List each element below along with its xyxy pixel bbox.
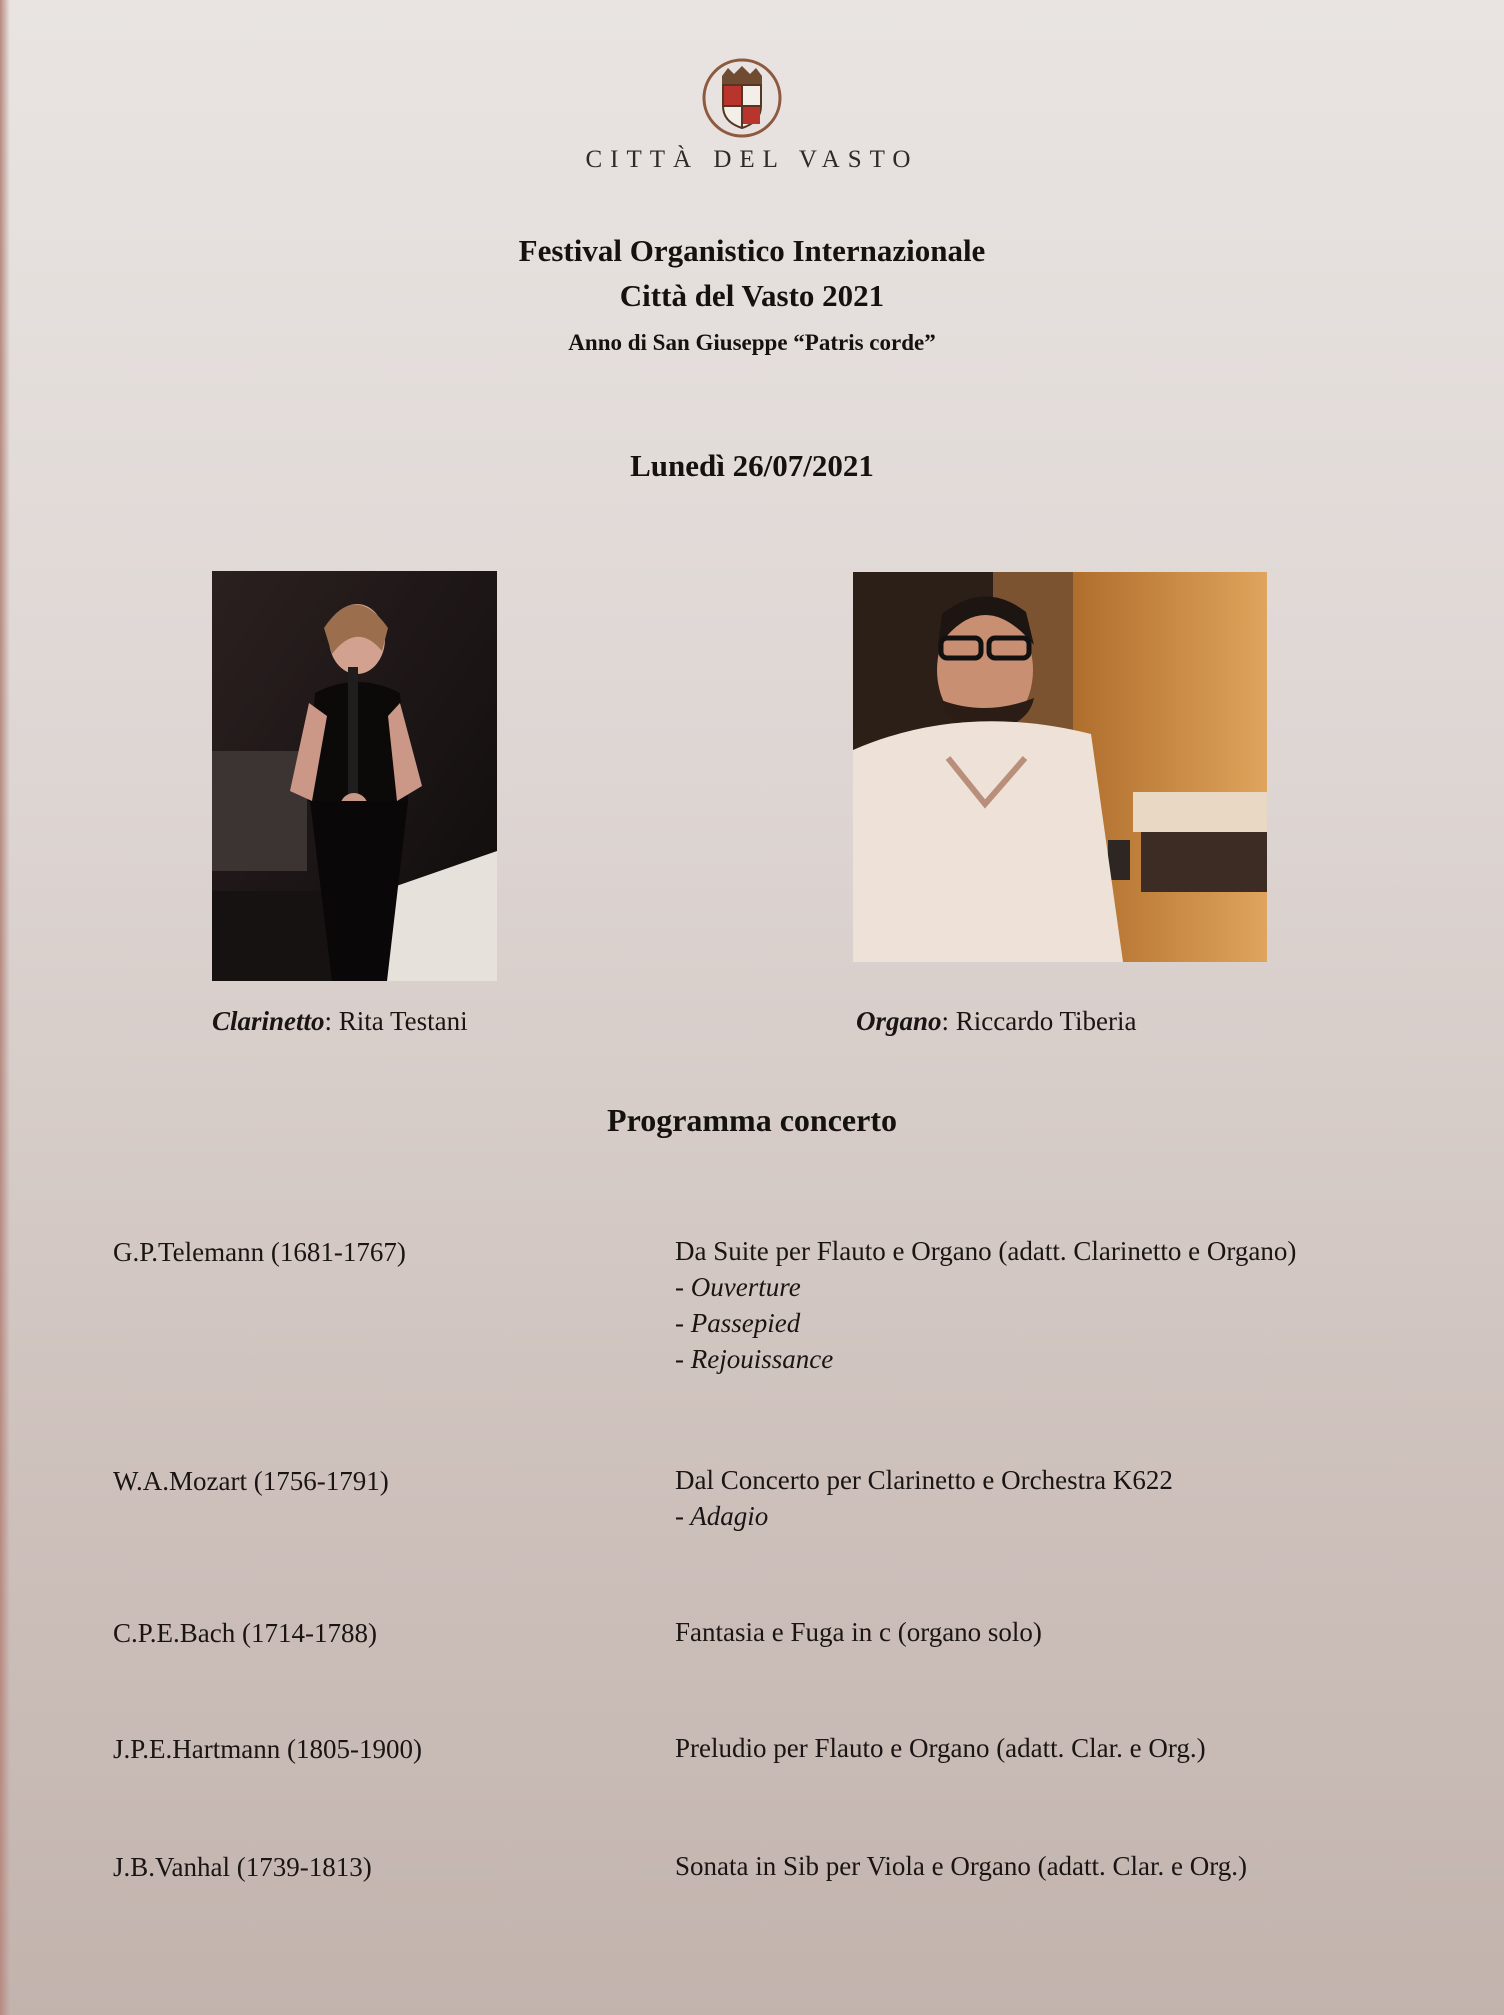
movement-item: - Adagio (675, 1501, 769, 1531)
work-title (675, 1848, 1247, 1884)
movement-item: - Passepied (675, 1308, 801, 1338)
festival-title: Festival Organistico Internazionale (518, 233, 986, 268)
movement-item: - Ouverture (675, 1272, 801, 1302)
clarinettist-role: Clarinetto (212, 1006, 325, 1036)
organist-name: Riccardo Tiberia (955, 1006, 1137, 1036)
work-title (675, 1730, 1206, 1766)
festival-subtitle: Anno di San Giuseppe “Patris corde” (568, 330, 936, 355)
programme-title: Programma concerto (607, 1102, 897, 1138)
organist-caption (856, 1006, 1137, 1037)
composer-name: J.B.Vanhal (1739-1813) (113, 1852, 372, 1882)
caption-separator: : (941, 1006, 956, 1036)
composer-name: G.P.Telemann (1681-1767) (113, 1237, 406, 1267)
festival-city: Città del Vasto 2021 (619, 278, 885, 313)
city-name: CITTÀ DEL VASTO (585, 146, 919, 173)
caption-separator: : (324, 1006, 339, 1036)
composer-name: J.P.E.Hartmann (1805-1900) (113, 1734, 422, 1764)
clarinettist-name: Rita Testani (338, 1006, 468, 1036)
work-description: Da Suite per Flauto e Organo (adatt. Clarinetto e Organo) (675, 1236, 1297, 1266)
movement-item: - Rejouissance (675, 1344, 834, 1374)
work-title (675, 1233, 1296, 1377)
clarinettist-caption (212, 1006, 468, 1037)
clarinettist-photo (212, 571, 497, 981)
work-description: Sonata in Sib per Viola e Organo (adatt. Clar. e Org.) (675, 1851, 1248, 1881)
city-crest-icon (698, 54, 786, 138)
work-description: Fantasia e Fuga in c (organo solo) (675, 1617, 1042, 1647)
work-description: Dal Concerto per Clarinetto e Orchestra K622 (675, 1465, 1173, 1495)
composer-name: C.P.E.Bach (1714-1788) (113, 1618, 377, 1648)
composer-name: W.A.Mozart (1756-1791) (113, 1466, 389, 1496)
work-title (675, 1614, 1042, 1650)
organist-photo (853, 572, 1267, 962)
organist-role: Organo (856, 1006, 942, 1036)
work-title (675, 1462, 1173, 1534)
event-date: Lunedì 26/07/2021 (630, 448, 874, 483)
work-description: Preludio per Flauto e Organo (adatt. Clar. e Org.) (675, 1733, 1206, 1763)
